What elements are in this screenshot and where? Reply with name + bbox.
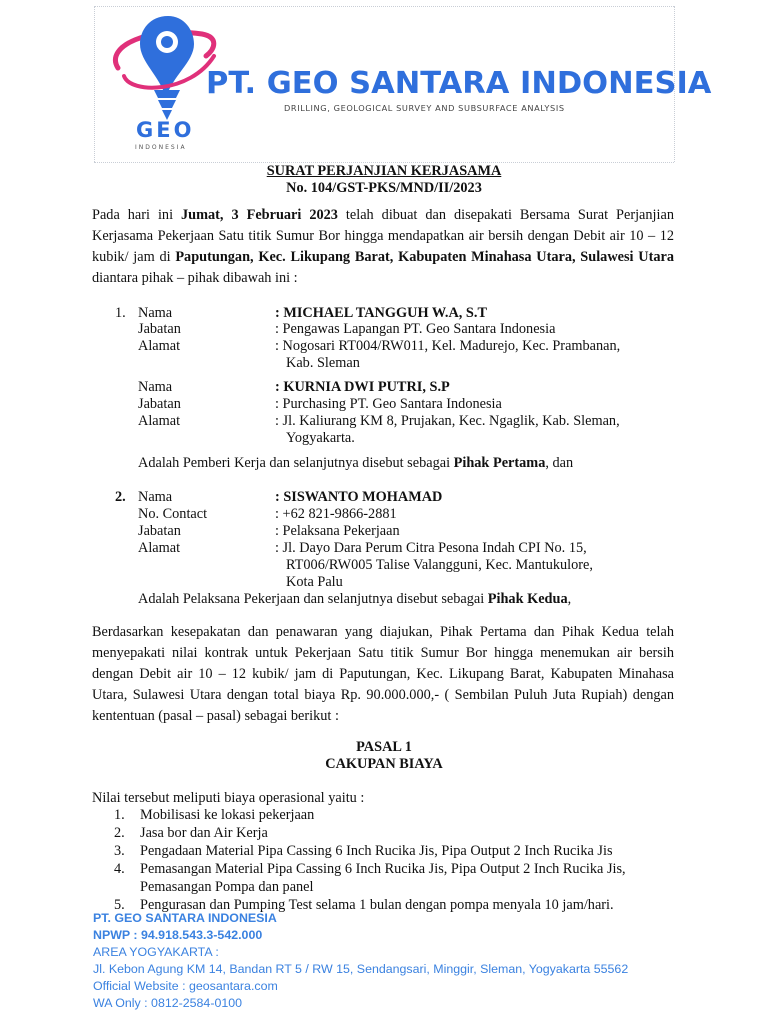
- footer-area: AREA YOGYAKARTA :: [93, 945, 219, 959]
- article-number: PASAL 1: [356, 739, 412, 755]
- role-text: Adalah Pelaksana Pekerjaan dan selanjutnya disebut sebagai: [138, 591, 488, 607]
- intro-location: Paputungan, Kec. Likupang Barat, Kabupaten Minahasa Utara, Sulawesi Utara: [175, 249, 674, 265]
- field-label: Alamat: [138, 540, 181, 556]
- list-item-number: 3.: [114, 843, 125, 859]
- field-value: : Pengawas Lapangan PT. Geo Santara Indonesia: [275, 321, 556, 337]
- company-name: PT. GEO SANTARA INDONESIA: [206, 66, 712, 101]
- party2-role: [138, 591, 571, 608]
- field-value: : Pelaksana Pekerjaan: [275, 523, 400, 539]
- field-value: Kota Palu: [286, 574, 343, 590]
- list-item-number: 5.: [114, 897, 125, 913]
- list-item-text: Pengadaan Material Pipa Cassing 6 Inch Rucika Jis, Pipa Output 2 Inch Rucika Jis: [140, 843, 613, 859]
- logo-subtext: INDONESIA: [135, 144, 187, 151]
- field-value: : MICHAEL TANGGUH W.A, S.T: [275, 305, 487, 321]
- document-number: No. 104/GST-PKS/MND/II/2023: [286, 180, 482, 196]
- field-value: Yogyakarta.: [286, 430, 355, 446]
- company-tagline: DRILLING, GEOLOGICAL SURVEY AND SUBSURFACE ANALYSIS: [284, 103, 565, 113]
- field-label: Nama: [138, 379, 173, 395]
- field-value: : Purchasing PT. Geo Santara Indonesia: [275, 396, 502, 412]
- role-name: Pihak Pertama: [453, 455, 546, 471]
- letterhead: [92, 0, 712, 160]
- intro-text: diantara pihak – pihak dibawah ini :: [92, 270, 298, 286]
- field-label: No. Contact: [138, 506, 208, 522]
- footer-whatsapp: WA Only : 0812-2584-0100: [93, 996, 243, 1010]
- logo-wordmark: GEO: [136, 118, 195, 142]
- agreement-paragraph: Berdasarkan kesepakatan dan penawaran yang diajukan, Pihak Pertama dan Pihak Kedua telah menyepakati nilai kontrak untuk Pekerjaan Satu titik Sumur Bor hingga menemukan air bersih dengan Debit air 10 – 12 kubik/ jam di Paputungan, Kec. Likupang Barat, Kabupaten Minahasa Utara, Sulawesi Utara dengan total biaya Rp. 90.000.000,- ( Sembilan Puluh Juta Rupiah) dengan kententuan (pasal – pasal) sebagai berikut :: [92, 624, 674, 724]
- field-label: Jabatan: [138, 523, 181, 539]
- list-item: [92, 806, 692, 824]
- list-item: [92, 842, 692, 860]
- field-label: Alamat: [138, 413, 181, 429]
- cost-list: [92, 806, 692, 914]
- intro-paragraph: [92, 205, 674, 289]
- list-item-number: 2.: [114, 825, 125, 841]
- role-text: Adalah Pemberi Kerja dan selanjutnya disebut sebagai: [138, 455, 454, 471]
- costs-intro: Nilai tersebut meliputi biaya operasional yaitu :: [92, 790, 365, 806]
- list-item-text: Pengurasan dan Pumping Test selama 1 bulan dengan pompa menyala 10 jam/hari.: [140, 897, 614, 913]
- intro-text: Pada hari ini: [92, 207, 182, 223]
- field-value: : +62 821-9866-2881: [275, 506, 397, 522]
- field-label: Alamat: [138, 338, 181, 354]
- list-item-text: Pemasangan Material Pipa Cassing 6 Inch Rucika Jis, Pipa Output 2 Inch Rucika Jis, Pemasangan Pompa dan panel: [140, 861, 626, 895]
- role-name: Pihak Kedua: [487, 591, 568, 607]
- field-value: : KURNIA DWI PUTRI, S.P: [275, 379, 450, 395]
- field-label: Nama: [138, 489, 173, 505]
- list-item-text: Mobilisasi ke lokasi pekerjaan: [140, 807, 315, 823]
- footer-website: Official Website : geosantara.com: [93, 979, 278, 993]
- field-value: Kab. Sleman: [286, 355, 360, 371]
- list-item-text: Jasa bor dan Air Kerja: [140, 825, 268, 841]
- list-item: [92, 824, 692, 842]
- footer-address: Jl. Kebon Agung KM 14, Bandan RT 5 / RW 15, Sendangsari, Minggir, Sleman, Yogyakarta 55562: [93, 962, 629, 976]
- letterhead-border: [94, 6, 95, 162]
- list-item: [92, 860, 692, 896]
- field-value: RT006/RW005 Talise Valangguni, Kec. Mantukulore,: [286, 557, 593, 573]
- field-label: Jabatan: [138, 321, 181, 337]
- field-label: Jabatan: [138, 396, 181, 412]
- field-value: : Jl. Dayo Dara Perum Citra Pesona Indah CPI No. 15,: [275, 540, 587, 556]
- footer-npwp: NPWP : 94.918.543.3-542.000: [93, 928, 263, 942]
- article-title: CAKUPAN BIAYA: [325, 756, 443, 772]
- role-text: , dan: [545, 455, 574, 471]
- footer-company: PT. GEO SANTARA INDONESIA: [93, 911, 277, 925]
- footer: [93, 910, 628, 1012]
- document-title: SURAT PERJANJIAN KERJASAMA: [266, 163, 502, 179]
- party1-role: [138, 455, 573, 472]
- intro-text: telah dibuat dan disepakati Bersama Surat Perjanjian Kerjasama Pekerjaan Satu titik Sumur Bor hingga mendapatkan air bersih dengan Debit air 10 – 12 kubik/ jam di: [92, 207, 674, 265]
- list-item-number: 1.: [114, 807, 125, 823]
- field-value: : Jl. Kaliurang KM 8, Prujakan, Kec. Ngaglik, Kab. Sleman,: [275, 413, 620, 429]
- party-index: 1.: [115, 305, 126, 321]
- role-text: ,: [567, 591, 572, 607]
- list-item-number: 4.: [114, 861, 125, 877]
- field-value: : Nogosari RT004/RW011, Kel. Madurejo, Kec. Prambanan,: [275, 338, 621, 354]
- field-value: : SISWANTO MOHAMAD: [275, 489, 443, 505]
- intro-date: Jumat, 3 Februari 2023: [181, 207, 338, 223]
- field-label: Nama: [138, 305, 173, 321]
- party-index: 2.: [115, 489, 126, 505]
